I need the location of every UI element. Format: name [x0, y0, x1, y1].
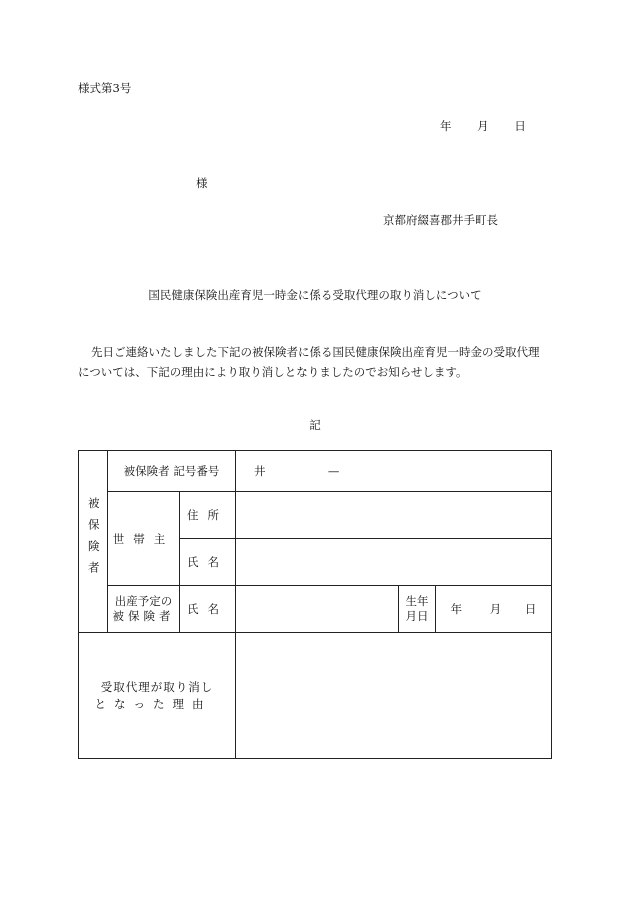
date-day: 日 — [514, 119, 526, 133]
birth-year: 年 — [450, 602, 463, 616]
ki-heading: 記 — [309, 418, 321, 432]
reason-line-1: 受取代理が取り消し — [100, 679, 214, 694]
expectant-name-label: 氏名 — [180, 586, 236, 633]
householder-name-label: 氏名 — [180, 539, 236, 586]
notice-line-1: 先日ご連絡いたしました下記の被保険者に係る国民健康保険出産育児一時金の受取代理 — [91, 345, 540, 359]
insured-number-field[interactable] — [236, 451, 552, 492]
birth-month: 月 — [489, 602, 502, 616]
notice-line-2: については、下記の理由により取り消しとなりましたのでお知らせします。 — [78, 365, 468, 379]
insured-number-label: 被保険者 記号番号 — [108, 451, 236, 492]
expectant-line-2: 被保険者 — [112, 609, 175, 623]
expectant-insured-label — [108, 586, 180, 633]
date-month: 月 — [477, 119, 489, 133]
birth-day: 日 — [524, 602, 537, 616]
expectant-line-1: 出産予定の — [114, 594, 173, 608]
insured-vertical-label: 被保険者 — [79, 451, 108, 633]
reason-label — [79, 633, 236, 759]
birth-date-label: 生年 月日 — [399, 586, 436, 633]
insured-symbol-value: 井 — [254, 464, 266, 478]
address-label: 住所 — [180, 492, 236, 539]
insured-number-dash: — — [327, 464, 340, 478]
document-title: 国民健康保険出産育児一時金に係る受取代理の取り消しについて — [148, 288, 482, 302]
reason-line-2: となった理由 — [94, 696, 212, 711]
expectant-name-field[interactable] — [236, 586, 399, 633]
reason-field[interactable] — [236, 633, 552, 759]
birth-date-field[interactable] — [436, 586, 552, 633]
sender-name: 京都府綴喜郡井手町長 — [383, 213, 498, 227]
householder-name-field[interactable] — [236, 539, 552, 586]
addressee-suffix: 様 — [196, 176, 208, 190]
form-number: 様式第3号 — [78, 81, 132, 95]
date-year: 年 — [440, 119, 452, 133]
details-table — [78, 450, 552, 759]
notice-body — [78, 342, 553, 382]
address-field[interactable] — [236, 492, 552, 539]
householder-label: 世帯主 — [108, 492, 180, 586]
issue-date — [440, 118, 526, 134]
